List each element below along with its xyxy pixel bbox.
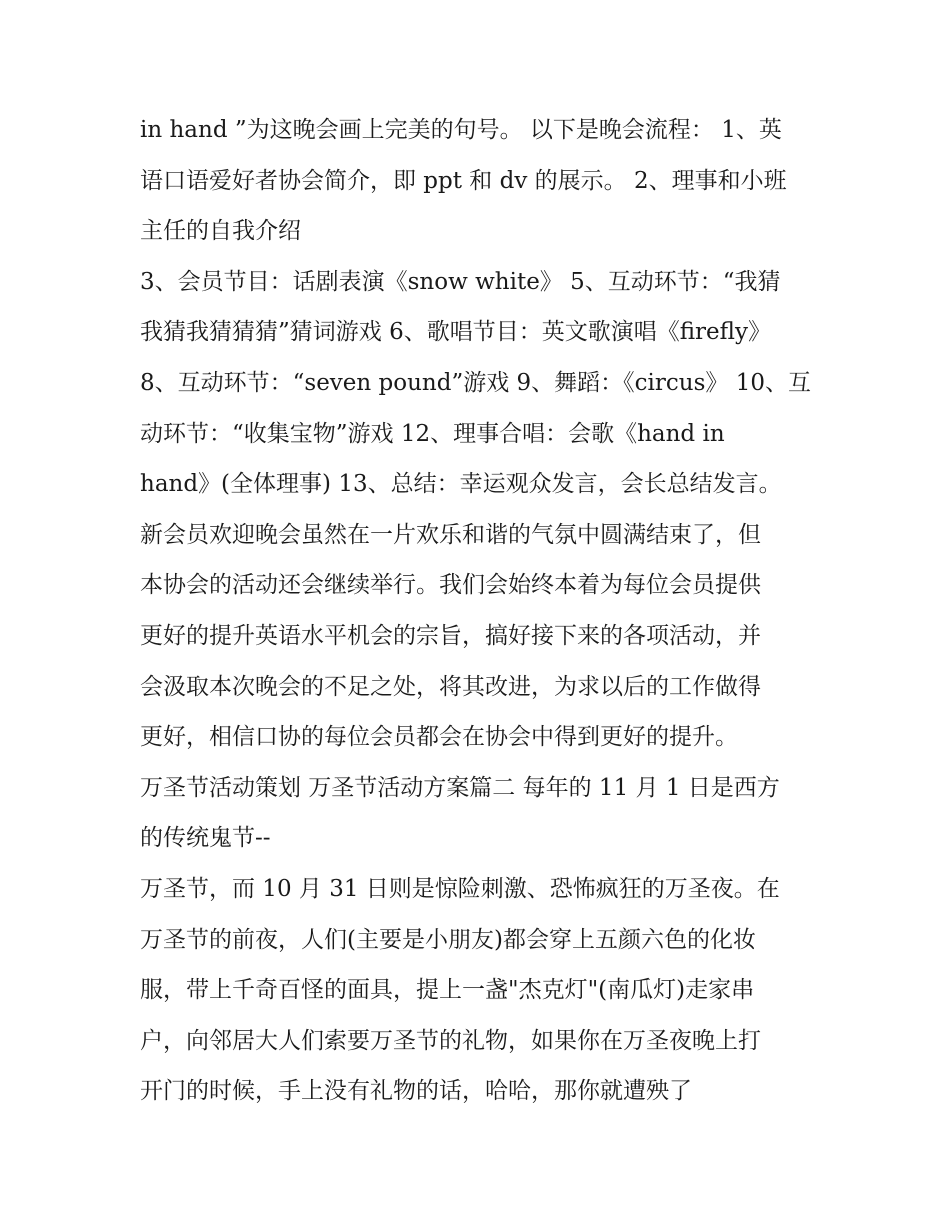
text-line: 万圣节的前夜，人们(主要是小朋友)都会穿上五颜六色的化妆 (140, 926, 756, 953)
text-line: 万圣节，而 10 月 31 日则是惊险刺激、恐怖疯狂的万圣夜。在 (140, 875, 780, 902)
text-line: 动环节：“收集宝物”游戏 12、理事合唱：会歌《hand in (140, 420, 725, 447)
text-line: 万圣节活动策划 万圣节活动方案篇二 每年的 11 月 1 日是西方 (140, 774, 780, 801)
text-line: 更好，相信口协的每位会员都会在协会中得到更好的提升。 (140, 724, 738, 751)
text-line: 本协会的活动还会继续举行。我们会始终本着为每位会员提供 (140, 572, 761, 599)
text-line: 我猜我猜猜猜”猜词游戏 6、歌唱节目：英文歌演唱《firefly》 (140, 319, 771, 346)
text-line: 主任的自我介绍 (140, 218, 301, 245)
text-line: 户，向邻居大人们索要万圣节的礼物，如果你在万圣夜晚上打 (140, 1027, 761, 1054)
text-line: 的传统鬼节-- (140, 825, 271, 852)
text-line: 3、会员节目：话剧表演《snow white》 5、互动环节：“我猜 (140, 268, 781, 295)
text-line: 更好的提升英语水平机会的宗旨，搞好接下来的各项活动，并 (140, 622, 761, 649)
text-line: 会汲取本次晚会的不足之处，将其改进，为求以后的工作做得 (140, 673, 761, 700)
text-line: 8、互动环节：“seven pound”游戏 9、舞蹈：《circus》 10、互 (140, 369, 811, 396)
text-line: 服，带上千奇百怪的面具，提上一盏"杰克灯"(南瓜灯)走家串 (140, 977, 755, 1004)
document-page (140, 105, 820, 1117)
text-line: 新会员欢迎晚会虽然在一片欢乐和谐的气氛中圆满结束了，但 (140, 521, 761, 548)
text-line: 开门的时候，手上没有礼物的话，哈哈，那你就遭殃了 (140, 1078, 692, 1105)
text-line: in hand ”为这晚会画上完美的句号。 以下是晚会流程： 1、英 (140, 117, 782, 143)
text-line: hand》(全体理事) 13、总结：幸运观众发言，会长总结发言。 (140, 471, 782, 498)
text-line: 语口语爱好者协会简介，即 ppt 和 dv 的展示。 2、理事和小班 (140, 167, 787, 194)
